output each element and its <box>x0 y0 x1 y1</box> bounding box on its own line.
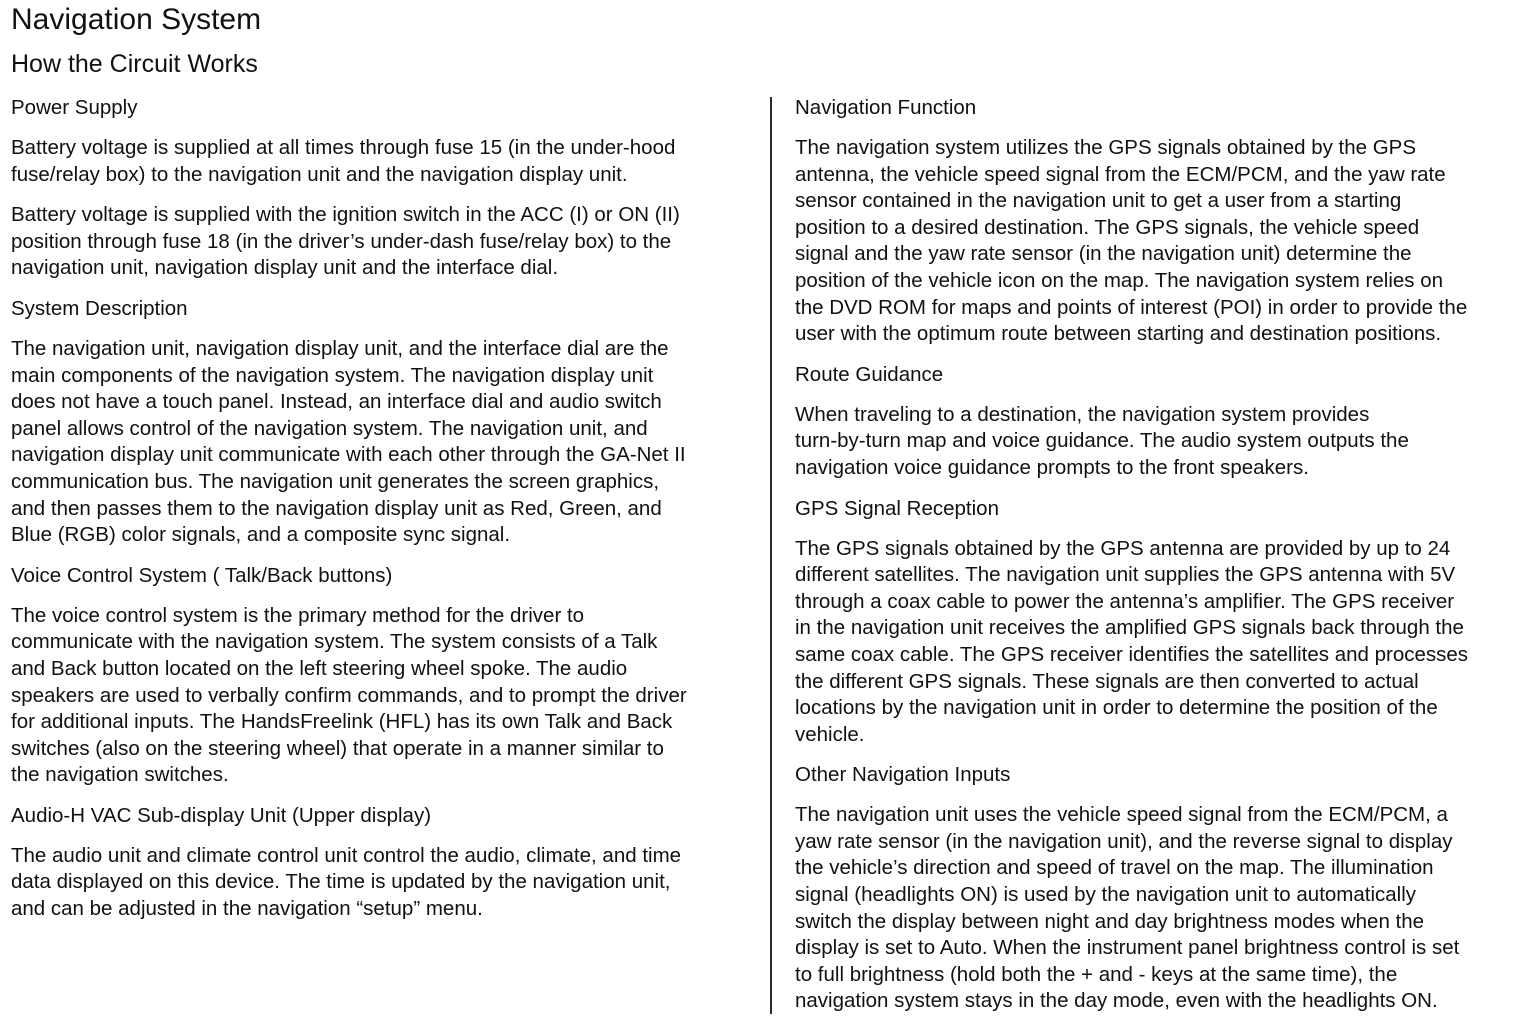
section-heading-audio-hvac: Audio-H VAC Sub-display Unit (Upper display) <box>11 803 432 827</box>
paragraph-power-supply-1: Battery voltage is supplied at all times through fuse 15 (in the under-hood fuse/relay box) to the navigation unit and the navigation display unit. <box>11 136 676 186</box>
paragraph-navigation-function: The navigation system utilizes the GPS signals obtained by the GPS antenna, the vehicle speed signal from the ECM/PCM, and the yaw rate sensor contained in the navigation unit to get a user from a starting position to a desired destination. The GPS signals, the vehicle speed signal and the yaw rate sensor (in the navigation unit) determine the position of the vehicle icon on the map. The navigation system relies on the DVD ROM for maps and points of interest (POI) in order to provide the user with the optimum route between starting and destination positions. <box>795 136 1468 346</box>
right-column <box>795 95 1530 1029</box>
section-audio-hvac <box>11 803 756 923</box>
paragraph-other-navigation-inputs: The navigation unit uses the vehicle speed signal from the ECM/PCM, a yaw rate sensor (in the navigation unit), and the reverse signal to display the vehicle’s direction and speed of travel on the map. The illumination signal (headlights ON) is used by the navigation unit to automatically switch the display between night and day brightness modes when the display is set to Auto. When the instrument panel brightness control is set to full brightness (hold both the + and - keys at the same time), the navigation system stays in the day mode, even with the headlights ON. <box>795 803 1460 1013</box>
column-divider <box>770 97 772 1014</box>
section-navigation-function <box>795 95 1530 348</box>
section-power-supply <box>11 95 756 282</box>
left-column <box>11 95 756 937</box>
page-subtitle: How the Circuit Works <box>11 50 258 78</box>
section-other-navigation-inputs <box>795 762 1530 1015</box>
section-heading-system-description: System Description <box>11 296 188 320</box>
section-heading-gps-signal-reception: GPS Signal Reception <box>795 496 999 520</box>
page-title: Navigation System <box>11 3 262 36</box>
paragraph-audio-hvac: The audio unit and climate control unit control the audio, climate, and time data displayed on this device. The time is updated by the navigation unit, and can be adjusted in the navigation “setup” menu. <box>11 843 682 921</box>
section-heading-power-supply: Power Supply <box>11 96 138 119</box>
section-heading-other-navigation-inputs: Other Navigation Inputs <box>795 763 1011 787</box>
section-gps-signal-reception <box>795 496 1530 749</box>
section-heading-route-guidance: Route Guidance <box>795 362 944 386</box>
section-voice-control <box>11 563 756 789</box>
paragraph-route-guidance: When traveling to a destination, the navigation system provides turn-by-turn map and voice guidance. The audio system outputs the navigation voice guidance prompts to the front speakers. <box>795 402 1409 479</box>
section-route-guidance <box>795 362 1530 482</box>
paragraph-system-description: The navigation unit, navigation display unit, and the interface dial are the main components of the navigation system. The navigation display unit does not have a touch panel. Instead, an interface dial and audio switch panel allows control of the navigation system. The navigation unit, and navigation display unit communicate with each other through the GA-Net II communication bus. The navigation unit generates the screen graphics, and then passes them to the navigation display unit as Red, Green, and Blue (RGB) color signals, and a composite sync signal. <box>11 336 686 547</box>
section-system-description <box>11 296 756 549</box>
paragraph-power-supply-2: Battery voltage is supplied with the ignition switch in the ACC (I) or ON (II) position through fuse 18 (in the driver’s under-dash fuse/relay box) to the navigation unit, navigation display unit and the interface dial. <box>11 203 680 280</box>
section-heading-navigation-function: Navigation Function <box>795 96 977 119</box>
paragraph-gps-signal-reception: The GPS signals obtained by the GPS antenna are provided by up to 24 different satellites. The navigation unit supplies the GPS antenna with 5V through a coax cable to power the antenna’s amplifier. The GPS receiver in the navigation unit receives the amplified GPS signals back through the same coax cable. The GPS receiver identifies the satellites and processes the different GPS signals. These signals are then converted to actual locations by the navigation unit in order to determine the position of the vehicle. <box>795 536 1469 746</box>
section-heading-voice-control: Voice Control System ( Talk/Back buttons) <box>11 563 393 587</box>
paragraph-voice-control: The voice control system is the primary method for the driver to communicate with the navigation system. The system consists of a Talk and Back button located on the left steering wheel spoke. The audio speakers are used to verbally confirm commands, and to prompt the driver for additional inputs. The HandsFreelink (HFL) has its own Talk and Back switches (also on the steering wheel) that operate in a manner similar to the navigation switches. <box>11 603 687 787</box>
